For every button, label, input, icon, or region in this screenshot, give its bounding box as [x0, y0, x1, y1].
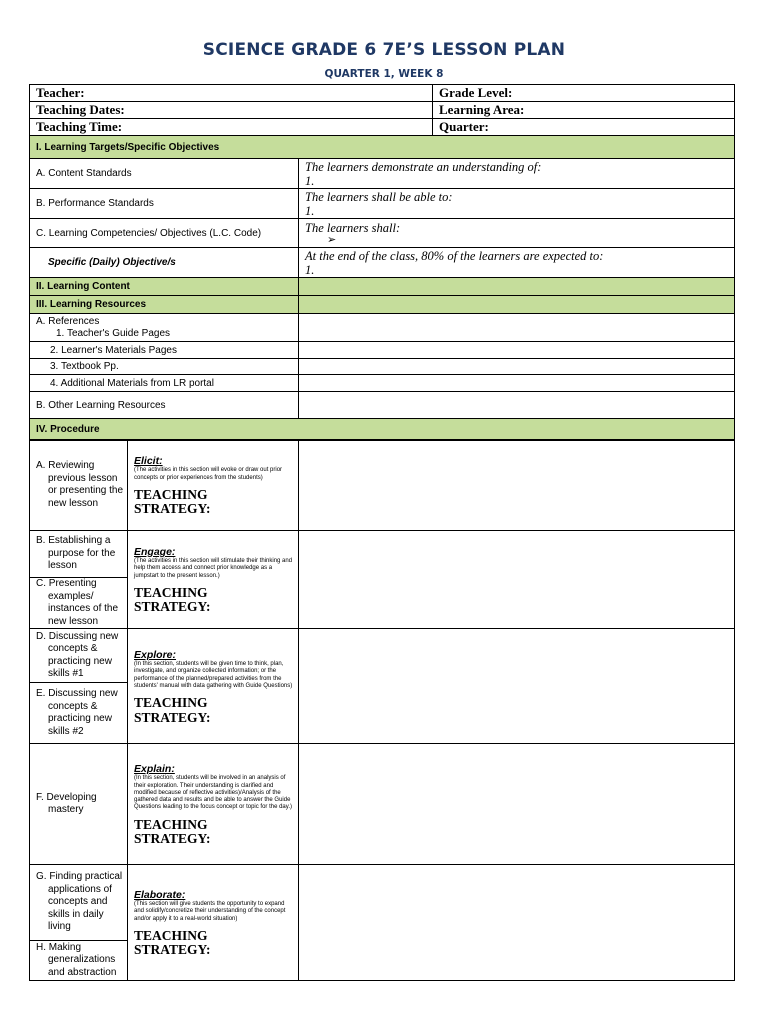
learners-materials-cell[interactable]: [299, 342, 735, 359]
step-d-label: D. Discussing new concepts & practicing new skills #1: [30, 629, 128, 683]
elaborate-phase: [128, 865, 299, 981]
explain-content-cell[interactable]: [299, 744, 735, 865]
elaborate-content-cell[interactable]: [299, 865, 735, 981]
explain-title: Explain:: [134, 763, 175, 776]
explore-content-cell[interactable]: [299, 629, 735, 744]
other-resources-cell[interactable]: [299, 392, 735, 419]
content-standards-cell[interactable]: [299, 159, 735, 189]
section-procedure: IV. Procedure: [30, 419, 735, 441]
section-learning-targets: I. Learning Targets/Specific Objectives: [30, 136, 735, 159]
quarter-field[interactable]: Quarter:: [433, 119, 735, 136]
explain-phase: [128, 744, 299, 865]
content-standards-number: 1.: [305, 174, 315, 188]
engage-phase: [128, 531, 299, 629]
elaborate-strategy-label: TEACHING STRATEGY:: [134, 927, 211, 958]
elaborate-title: Elaborate:: [134, 889, 186, 902]
step-f-label: F. Developing mastery: [30, 744, 128, 865]
elicit-description: (The activities in this section will evoke or draw out prior concepts or prior experiences from the students): [134, 467, 283, 481]
engage-title: Engage:: [134, 546, 176, 559]
performance-standards-text: The learners shall be able to:: [305, 190, 453, 204]
learning-competencies-text: The learners shall:: [305, 221, 401, 235]
learning-area-field[interactable]: Learning Area:: [433, 102, 735, 119]
performance-standards-cell[interactable]: [299, 189, 735, 219]
specific-objectives-text: At the end of the class, 80% of the learners are expected to:: [305, 249, 604, 263]
learning-competencies-label: C. Learning Competencies/ Objectives (L.C. Code): [30, 219, 299, 248]
step-h-label: H. Making generalizations and abstraction: [30, 941, 128, 981]
explain-description: (In this section, students will be involved in an analysis of their exploration. Their understanding is clarified and modified because of reflective activities)/Analysis of the gathered data and results and be able to answer the Guide Questions leading to the focus concept or topic for the day.): [134, 775, 292, 811]
lesson-plan-table: [29, 135, 735, 441]
references-heading: A. References: [36, 315, 100, 327]
page-title: SCIENCE GRADE 6 7E’S LESSON PLAN: [202, 40, 566, 60]
explore-phase: [128, 629, 299, 744]
grade-level-field[interactable]: Grade Level:: [433, 85, 735, 102]
content-standards-text: The learners demonstrate an understanding of:: [305, 160, 542, 174]
step-e-label: E. Discussing new concepts & practicing new skills #2: [30, 683, 128, 744]
step-a-label: A. Reviewing previous lesson or presenting the new lesson: [30, 440, 128, 531]
teaching-dates-field[interactable]: Teaching Dates:: [30, 102, 433, 119]
teacher-info-table: [29, 84, 735, 136]
additional-materials-cell[interactable]: [299, 375, 735, 392]
specific-objectives-number: 1.: [305, 263, 315, 277]
teaching-time-field[interactable]: Teaching Time:: [30, 119, 433, 136]
explain-strategy-label: TEACHING STRATEGY:: [134, 816, 211, 847]
elaborate-description: (This section will give students the opportunity to expand and solidify/concretize their understanding of the concept and/or apply it to a real-world situation): [134, 901, 286, 922]
engage-strategy-label: TEACHING STRATEGY:: [134, 584, 211, 615]
arrow-bullet-icon: ➢: [327, 234, 337, 246]
learning-competencies-cell[interactable]: [299, 219, 735, 248]
additional-materials-label: 4. Additional Materials from LR portal: [30, 375, 299, 392]
teacher-field[interactable]: Teacher:: [30, 85, 433, 102]
section-learning-content: II. Learning Content: [30, 278, 299, 296]
teachers-guide-cell[interactable]: [299, 314, 735, 342]
explore-description: (In this section, students will be given time to think, plan, investigate, and organize collected information; or the performance of the planned/prepared activities from the students' manual with data gathering with Guide Questions): [134, 660, 293, 689]
references-label: [30, 314, 299, 342]
procedure-table: [29, 439, 735, 981]
elicit-title: Elicit:: [134, 455, 163, 468]
textbook-label: 3. Textbook Pp.: [30, 359, 299, 375]
explore-title: Explore:: [134, 648, 177, 661]
section-learning-resources: III. Learning Resources: [30, 296, 299, 314]
specific-objectives-cell[interactable]: [299, 248, 735, 278]
engage-description: (The activities in this section will stimulate their thinking and help them access and connect prior knowledge as a jumpstart to the present lesson.): [134, 558, 293, 579]
learning-resources-cell[interactable]: [299, 296, 735, 314]
performance-standards-label: B. Performance Standards: [30, 189, 299, 219]
explore-strategy-label: TEACHING STRATEGY:: [134, 695, 211, 725]
engage-content-cell[interactable]: [299, 531, 735, 629]
elicit-content-cell[interactable]: [299, 440, 735, 531]
learners-materials-label: 2. Learner's Materials Pages: [30, 342, 299, 359]
other-resources-label: B. Other Learning Resources: [30, 392, 299, 419]
elicit-phase: [128, 440, 299, 531]
teachers-guide-label: 1. Teacher's Guide Pages: [56, 327, 171, 339]
learning-content-cell[interactable]: [299, 278, 735, 296]
specific-objectives-label: Specific (Daily) Objective/s: [30, 248, 299, 278]
textbook-cell[interactable]: [299, 359, 735, 375]
step-c-label: C. Presenting examples/ instances of the new lesson: [30, 578, 128, 629]
elicit-strategy-label: TEACHING STRATEGY:: [134, 486, 211, 517]
content-standards-label: A. Content Standards: [30, 159, 299, 189]
performance-standards-number: 1.: [305, 204, 315, 218]
step-b-label: B. Establishing a purpose for the lesson: [30, 531, 128, 578]
page-subtitle: QUARTER 1, WEEK 8: [324, 68, 444, 80]
step-g-label: G. Finding practical applications of concepts and skills in daily living: [30, 865, 128, 941]
